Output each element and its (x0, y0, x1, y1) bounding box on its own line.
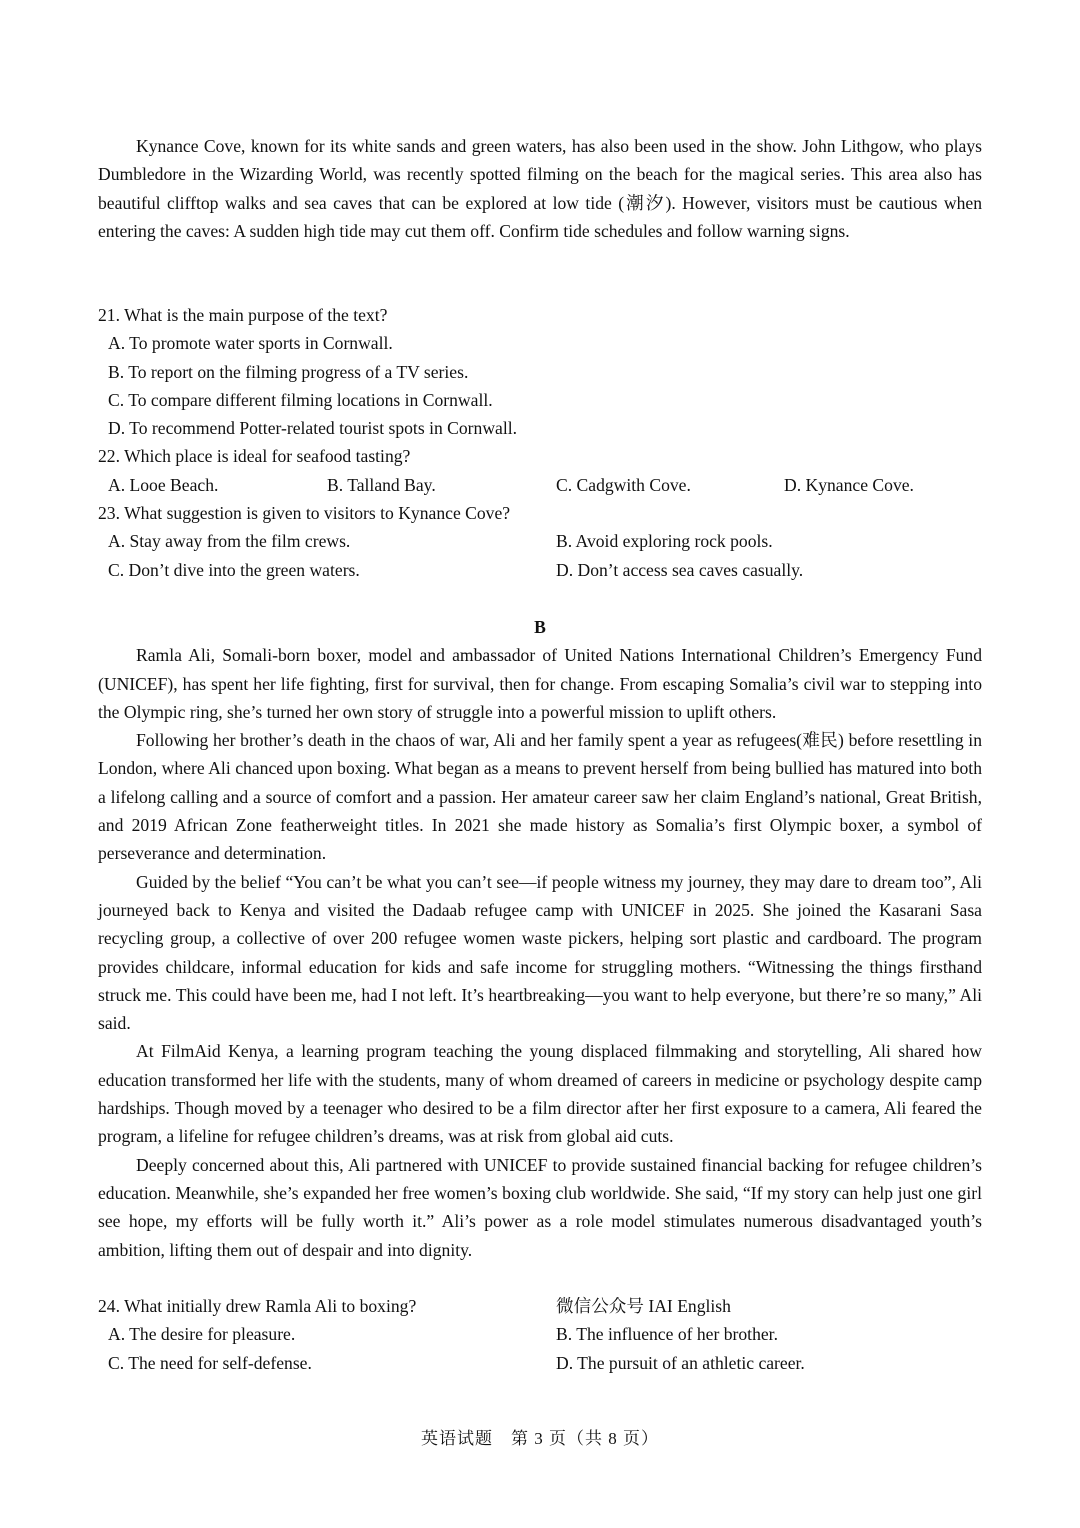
paragraph: Following her brother’s death in the chaos of war, Ali and her family spent a year as refugees(难民) before resettling in London, where Ali chanced upon boxing. What began as a means to prevent herself from being bullied has matured into both a lifelong calling and a source of comfort and a passion. Her amateur career saw her claim England’s national, Great British, and 2019 African Zone featherweight titles. In 2021 she made history as Somalia’s first Olympic boxer, a symbol of perseverance and determination. (98, 730, 982, 864)
section-heading: B (534, 617, 546, 637)
option: D. The pursuit of an athletic career. (556, 1352, 805, 1373)
paragraph: Ramla Ali, Somali-born boxer, model and ambassador of United Nations International Children’s Emergency Fund (UNICEF), has spent her life fighting, first for survival, then for change. From escaping Somalia’s civil war to stepping into the Olympic ring, she’s turned her own story of struggle into a powerful mission to uplift others. (98, 645, 982, 722)
option: D. Kynance Cove. (784, 474, 914, 495)
options-row (98, 471, 982, 499)
option: D. To recommend Potter-related tourist spots in Cornwall. (108, 418, 518, 439)
option: B. The influence of her brother. (556, 1324, 778, 1345)
option: C. To compare different filming locations in Cornwall. (108, 389, 493, 410)
questions-21-23 (98, 301, 982, 584)
paragraph: At FilmAid Kenya, a learning program teaching the young displaced filmmaking and storytelling, Ali shared how education transformed her life with the students, many of whom dreamed of careers in medicine or psychology despite camp hardships. Though moved by a teenager who desired to be a film director after her first exposure to a camera, Ali feared the program, a lifeline for refugee children’s dreams, was at risk from global aid cuts. (98, 1041, 982, 1147)
option: B. Avoid exploring rock pools. (556, 531, 773, 552)
option: C. The need for self-defense. (108, 1352, 312, 1373)
passage-a-paragraph (98, 132, 982, 245)
option: C. Don’t dive into the green waters. (108, 559, 360, 580)
question-stem: 24. What initially drew Ramla Ali to boxing? (98, 1296, 417, 1316)
section-b (98, 613, 982, 1264)
option: B. To report on the filming progress of a TV series. (108, 361, 469, 382)
option: C. Cadgwith Cove. (556, 474, 691, 495)
options-row (98, 1349, 982, 1377)
option: A. Stay away from the film crews. (108, 531, 351, 552)
options-row (98, 556, 982, 584)
question-stem: 22. Which place is ideal for seafood tasting? (98, 446, 411, 467)
option: A. Looe Beach. (108, 474, 219, 495)
paragraph: Guided by the belief “You can’t be what you can’t see—if people witness my journey, they may dare to dream too”, Ali journeyed back to Kenya and visited the Dadaab refugee camp with UNICEF in 2025. She joined the Kasarani Sasa recycling group, a collective of over 200 refugee women waste pickers, helping sort plastic and cardboard. The program provides childcare, informal education for kids and safe income for struggling mothers. “Witnessing the things firsthand struck me. This could have been me, had I not left. It’s heartbreaking—you want to help everyone, but there’re so many,” Ali said. (98, 871, 982, 1034)
question-stem: 21. What is the main purpose of the text? (98, 305, 388, 325)
question-stem-row (98, 1292, 982, 1320)
option: A. To promote water sports in Cornwall. (108, 333, 393, 354)
options-row (98, 527, 982, 555)
watermark-text: 微信公众号 IAI English (556, 1296, 731, 1316)
option: B. Talland Bay. (327, 474, 436, 495)
options-row (98, 1320, 982, 1348)
question-24 (98, 1292, 982, 1377)
paragraph: Deeply concerned about this, Ali partnered with UNICEF to provide sustained financial backing for refugee children’s education. Meanwhile, she’s expanded her free women’s boxing club worldwide. She said, “If my story can help just one girl see hope, my efforts will be fully worth it.” Ali’s power as a role model stimulates numerous disadvantaged youth’s ambition, lifting them out of despair and into dignity. (98, 1154, 982, 1260)
question-stem: 23. What suggestion is given to visitors to Kynance Cove? (98, 503, 511, 524)
page-footer: 英语试题 第 3 页（共 8 页） (421, 1429, 659, 1448)
paragraph: Kynance Cove, known for its white sands and green waters, has also been used in the show. John Lithgow, who plays Dumbledore in the Wizarding World, was recently spotted filming on the beach for the magical series. This area also has beautiful clifftop walks and sea caves that can be explored at low tide (潮汐). However, visitors must be cautious when entering the caves: A sudden high tide may cut them off. Confirm tide schedules and follow warning signs. (98, 136, 982, 241)
option: A. The desire for pleasure. (108, 1324, 296, 1345)
option: D. Don’t access sea caves casually. (556, 559, 804, 580)
